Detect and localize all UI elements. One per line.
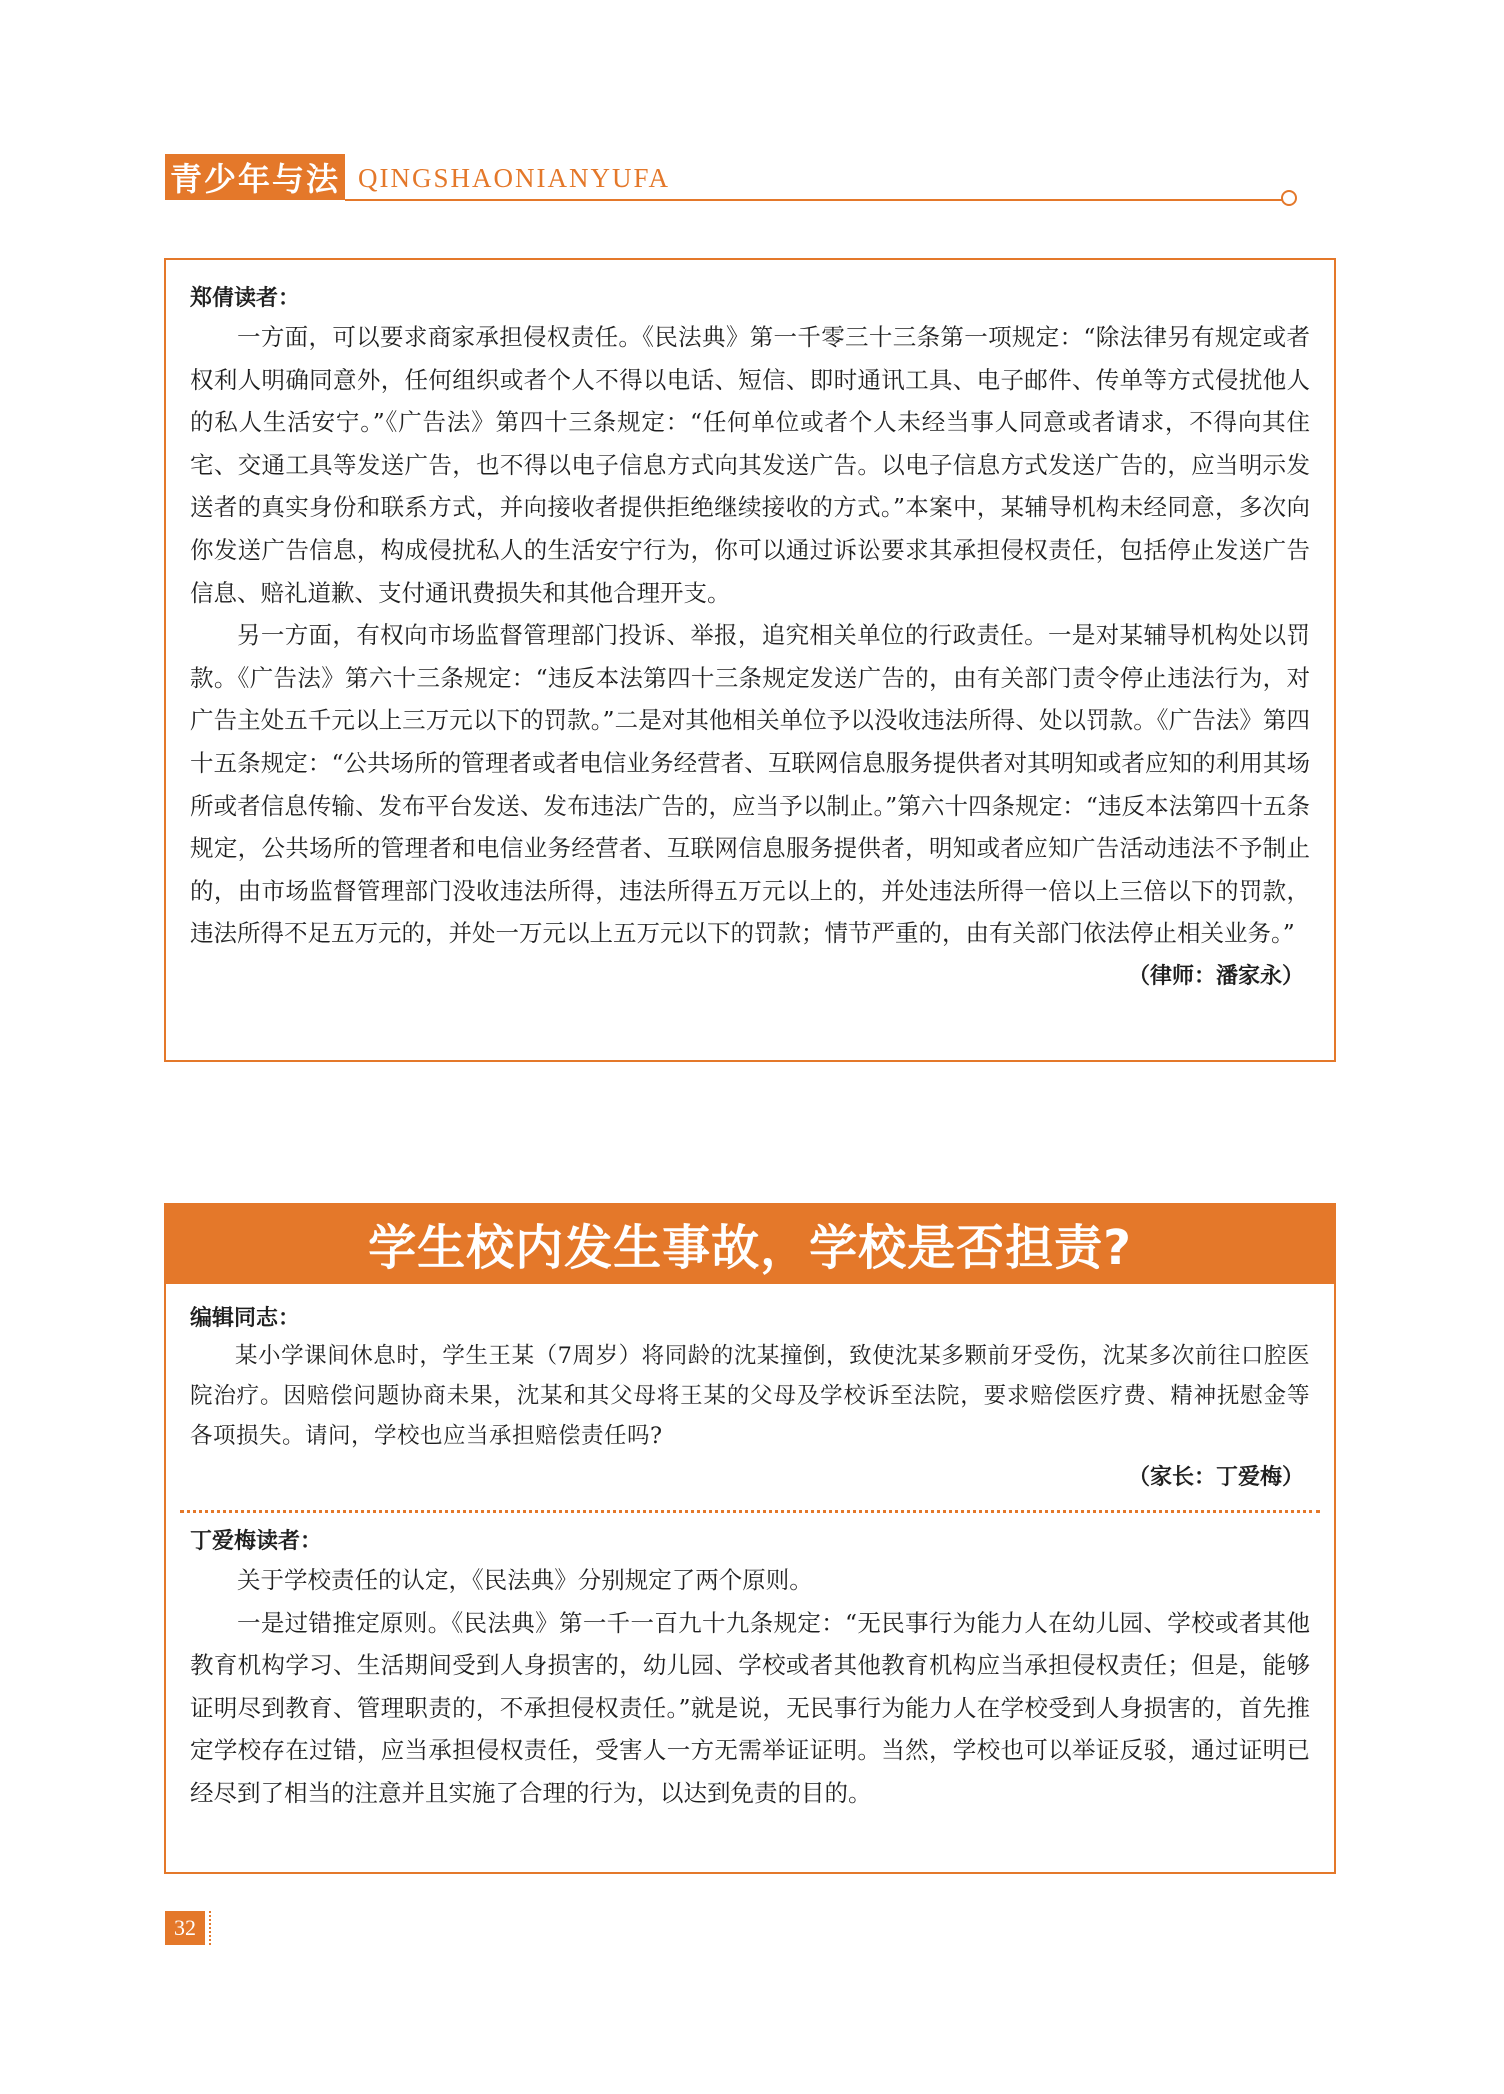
parent-signature: （家长：丁爱梅） [1127, 1465, 1304, 1490]
article-title: 学生校内发生事故，学校是否担责? [164, 1203, 1336, 1284]
lawyer-signature: （律师：潘家永） [1127, 963, 1304, 989]
page-number: 32 [165, 1911, 205, 1945]
answer-paragraph-2: 另一方面，有权向市场监督管理部门投诉、举报，追究相关单位的行政责任。一是对某辅导机构处以罚款。《广告法》第六十三条规定：“违反本法第四十三条规定发送广告的，由有关部门责令停止违法行为，对广告主处五千元以上三万元以下的罚款。”二是对其他相关单位予以没收违法所得、处以罚款。《广告法》第四十五条规定：“公共场所的管理者或者电信业务经营者、互联网信息服务提供者对其明知或者应知的利用其场所或者信息传输、发布平台发送、发布违法广告的，应当予以制止。”第六十四条规定：“违反本法第四十五条规定，公共场所的管理者和电信业务经营者、互联网信息服务提供者，明知或者应知广告活动违法不予制止的，由市场监督管理部门没收违法所得，违法所得五万元以上的，并处违法所得一倍以上三倍以下的罚款，违法所得不足五万元的，并处一万元以上五万元以下的罚款；情节严重的，由有关部门依法停止相关业务。” [190, 621, 1310, 948]
magazine-section-title-pinyin: QINGSHAONIANYUFA [358, 163, 670, 193]
header-rule-end-circle [1281, 190, 1297, 206]
dotted-divider [180, 1510, 1320, 1513]
reader-salutation-2: 丁爱梅读者： [190, 1529, 323, 1554]
answer2-paragraph-1: 关于学校责任的认定，《民法典》分别规定了两个原则。 [237, 1566, 813, 1594]
answer2-paragraph-2: 一是过错推定原则。《民法典》第一千一百九十九条规定：“无民事行为能力人在幼儿园、学校或者其他教育机构学习、生活期间受到人身损害的，幼儿园、学校或者其他教育机构应当承担侵权责任；但是，能够证明尽到教育、管理职责的，不承担侵权责任。”就是说，无民事行为能力人在学校受到人身损害的，首先推定学校存在过错，应当承担侵权责任，受害人一方无需举证证明。当然，学校也可以举证反驳，通过证明已经尽到了相当的注意并且实施了合理的行为，以达到免责的目的。 [190, 1608, 1310, 1807]
header-rule [345, 199, 1282, 201]
page-number-dotted-rule [209, 1911, 213, 1945]
qa-box-2 [164, 1282, 1336, 1874]
editor-salutation: 编辑同志： [190, 1306, 301, 1331]
question-paragraph: 某小学课间休息时，学生王某（7周岁）将同龄的沈某撞倒，致使沈某多颗前牙受伤，沈某多次前往口腔医院治疗。因赔偿问题协商未果，沈某和其父母将王某的父母及学校诉至法院，要求赔偿医疗费、精神抚慰金等各项损失。请问，学校也应当承担赔偿责任吗? [190, 1343, 1310, 1449]
reader-salutation: 郑倩读者： [190, 286, 301, 311]
answer-paragraph-1: 一方面，可以要求商家承担侵权责任。《民法典》第一千零三十三条第一项规定：“除法律另有规定或者权利人明确同意外，任何组织或者个人不得以电话、短信、即时通讯工具、电子邮件、传单等方式侵扰他人的私人生活安宁。”《广告法》第四十三条规定：“任何单位或者个人未经当事人同意或者请求，不得向其住宅、交通工具等发送广告，也不得以电子信息方式向其发送广告。以电子信息方式发送广告的，应当明示发送者的真实身份和联系方式，并向接收者提供拒绝继续接收的方式。”本案中，某辅导机构未经同意，多次向你发送广告信息，构成侵扰私人的生活安宁行为，你可以通过诉讼要求其承担侵权责任，包括停止发送广告信息、赔礼道歉、支付通讯费损失和其他合理开支。 [190, 323, 1310, 607]
magazine-section-title: 青少年与法 [165, 154, 345, 200]
answer-box-1 [164, 258, 1336, 1062]
